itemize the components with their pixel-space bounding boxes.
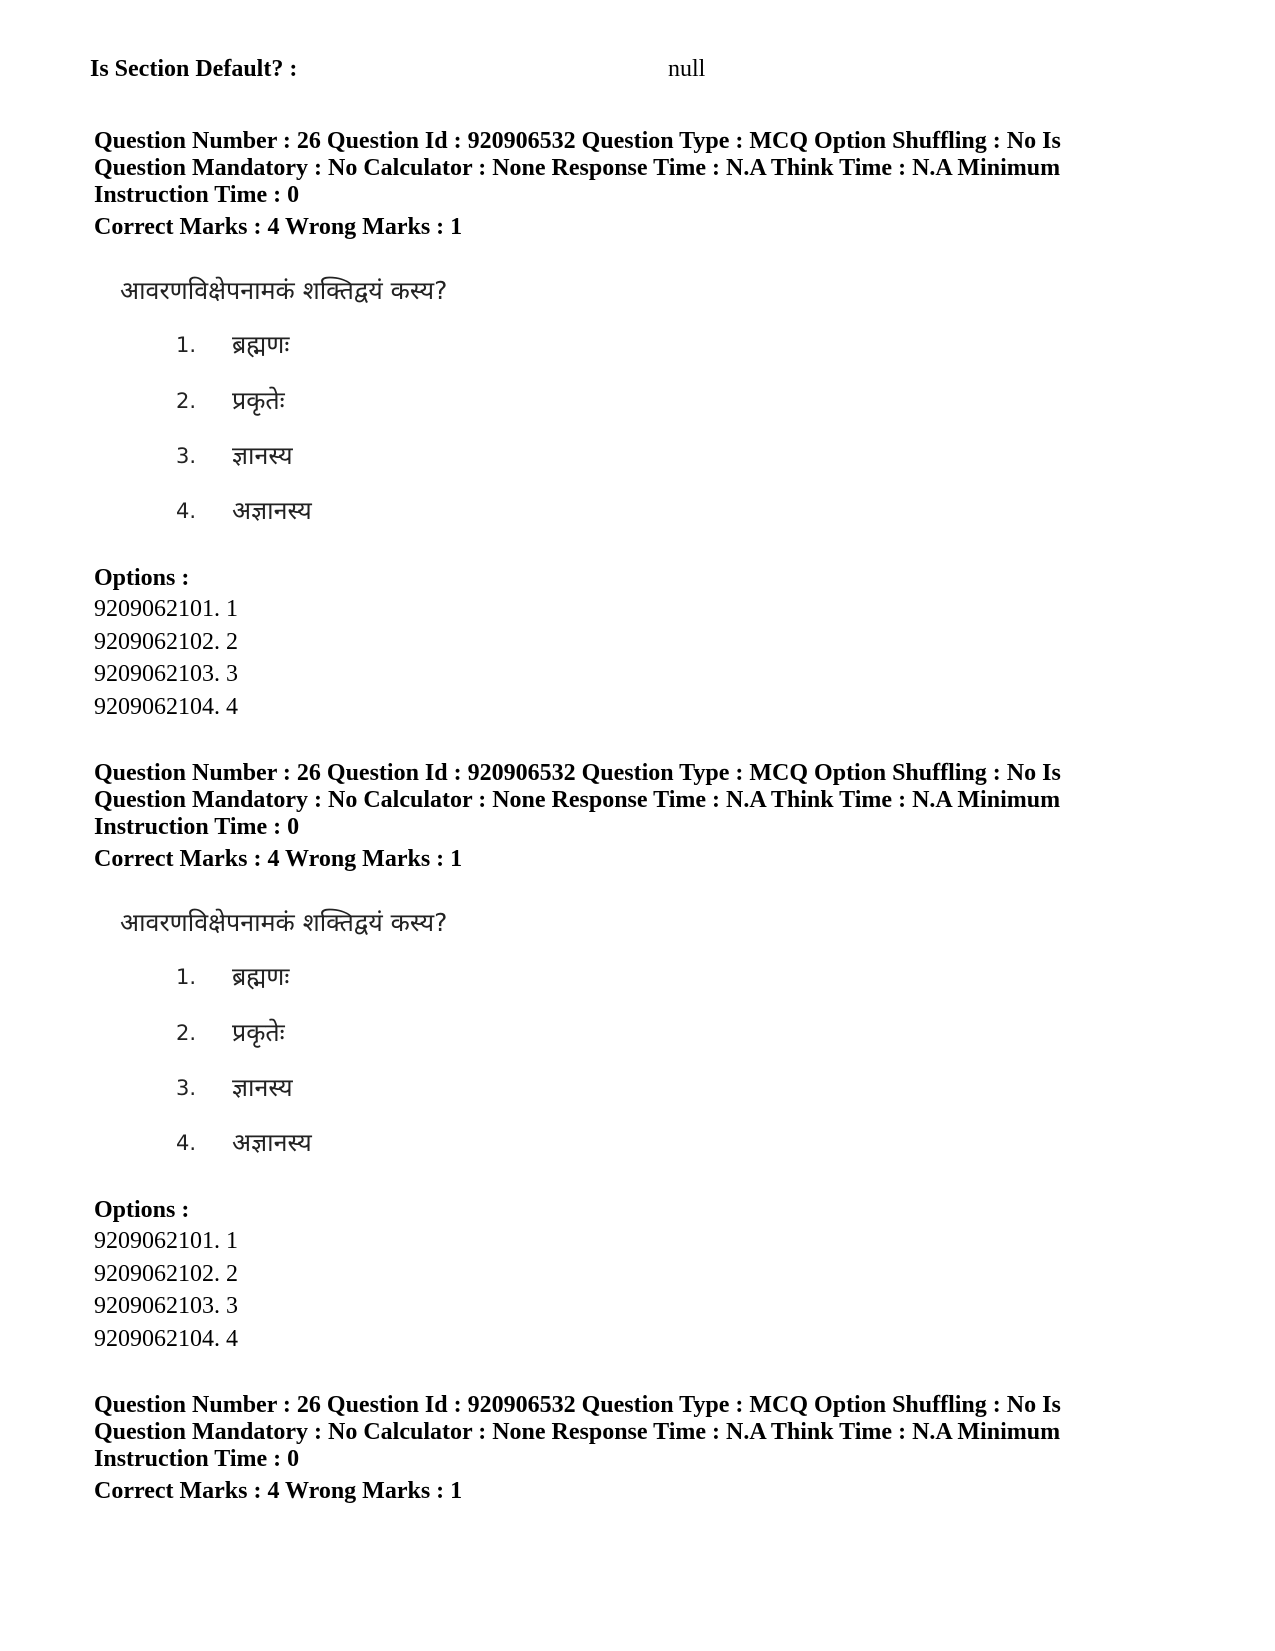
meta-line: Question Number : 26 Question Id : 920906532 Question Type : MCQ Option Shuffling : No Is — [94, 760, 1061, 786]
option-id-line: 9209062102. 2 — [94, 628, 238, 655]
options-label: Options : — [94, 1197, 190, 1223]
option-id-line: 9209062102. 2 — [94, 1260, 238, 1287]
option-id-line: 9209062101. 1 — [94, 1228, 238, 1254]
meta-line: Question Number : 26 Question Id : 920906532 Question Type : MCQ Option Shuffling : No Is — [94, 128, 1061, 154]
choice-number: 4. — [176, 499, 197, 523]
meta-line: Question Mandatory : No Calculator : None Response Time : N.A Think Time : N.A Minimum — [94, 1419, 1061, 1445]
choice-number: 2. — [176, 1021, 197, 1045]
choice-text: अज्ञानस्य — [232, 1128, 312, 1157]
marks-line: Correct Marks : 4 Wrong Marks : 1 — [94, 1478, 463, 1504]
choice-text: अज्ञानस्य — [232, 496, 312, 525]
choice-text: ब्रह्मणः — [232, 330, 290, 359]
meta-line: Instruction Time : 0 — [94, 182, 300, 208]
meta-line: Question Mandatory : No Calculator : None Response Time : N.A Think Time : N.A Minimum — [94, 155, 1061, 181]
section-default-label: Is Section Default? : — [90, 56, 298, 82]
option-id-line: 9209062101. 1 — [94, 596, 238, 622]
option-id-line: 9209062104. 4 — [94, 1326, 238, 1353]
section-default-row — [90, 56, 1190, 90]
choice-text: प्रकृतेः — [232, 386, 285, 415]
meta-line: Instruction Time : 0 — [94, 814, 300, 840]
marks-line: Correct Marks : 4 Wrong Marks : 1 — [94, 214, 463, 240]
choice-number: 2. — [176, 389, 197, 413]
choice-number: 4. — [176, 1131, 197, 1155]
meta-line: Instruction Time : 0 — [94, 1446, 300, 1472]
choice-number: 1. — [176, 965, 197, 989]
choice-number: 1. — [176, 333, 197, 357]
question-content — [94, 893, 1174, 1185]
question-meta — [94, 128, 1094, 209]
choice-number: 3. — [176, 1076, 197, 1100]
choice-text: ज्ञानस्य — [232, 441, 293, 470]
option-id-line: 9209062103. 3 — [94, 661, 238, 688]
question-meta — [94, 1392, 1094, 1473]
choice-number: 3. — [176, 444, 197, 468]
question-block — [94, 128, 1174, 724]
choice-text: ज्ञानस्य — [232, 1073, 293, 1102]
question-content — [94, 261, 1174, 553]
option-id-line: 9209062103. 3 — [94, 1293, 238, 1320]
options-label: Options : — [94, 565, 190, 591]
question-text: आवरणविक्षेपनामकं शक्तिद्वयं कस्य? — [120, 908, 448, 937]
choice-text: प्रकृतेः — [232, 1018, 285, 1047]
choice-text: ब्रह्मणः — [232, 962, 290, 991]
question-text: आवरणविक्षेपनामकं शक्तिद्वयं कस्य? — [120, 276, 448, 305]
meta-line: Question Number : 26 Question Id : 920906532 Question Type : MCQ Option Shuffling : No Is — [94, 1392, 1061, 1418]
meta-line: Question Mandatory : No Calculator : None Response Time : N.A Think Time : N.A Minimum — [94, 787, 1061, 813]
option-id-line: 9209062104. 4 — [94, 694, 238, 721]
question-meta — [94, 760, 1094, 841]
question-block — [94, 1392, 1174, 1505]
section-default-value: null — [668, 56, 706, 82]
marks-line: Correct Marks : 4 Wrong Marks : 1 — [94, 846, 463, 872]
question-block — [94, 760, 1174, 1356]
